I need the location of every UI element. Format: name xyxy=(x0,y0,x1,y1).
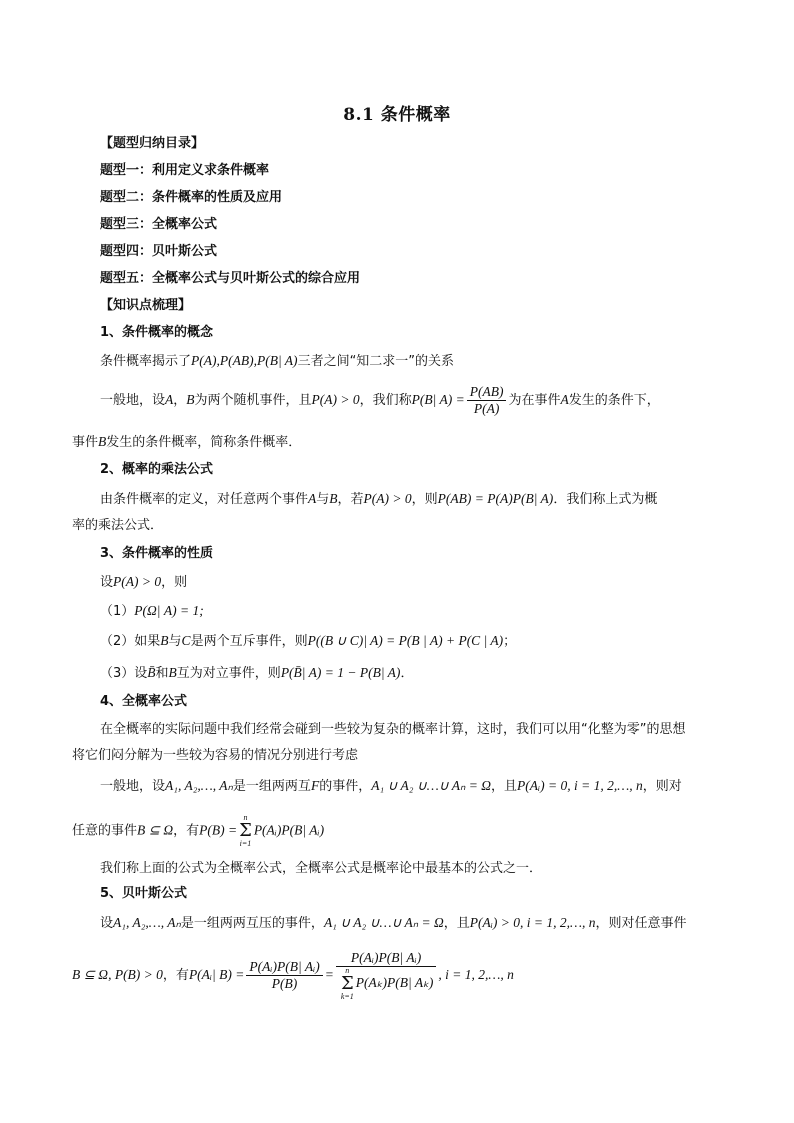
list-number: （3）设 xyxy=(100,666,148,681)
text: 是两个互斥事件，则 xyxy=(190,634,308,649)
section-3-item-3 xyxy=(100,664,413,683)
math-expression: P(Aᵢ) = 0, i = 1, 2,…, n xyxy=(517,778,643,793)
math-expression: A₁ ∪ A₂ ∪…∪ Aₙ = Ω xyxy=(323,915,444,930)
math-var: A xyxy=(165,392,174,408)
math-var: F xyxy=(310,778,320,793)
section-4-para-4 xyxy=(72,814,324,848)
text: ，若 xyxy=(337,492,364,507)
type-item-2: 题型二：条件概率的性质及应用 xyxy=(100,190,283,205)
math-var: B xyxy=(98,434,107,449)
section-4-para-5: 我们称上面的公式为全概率公式，全概率公式是概率论中最基本的公式之一． xyxy=(100,861,543,876)
catalog-heading: 【题型归纳目录】 xyxy=(100,136,205,151)
math-var: C xyxy=(181,633,191,648)
text: 事件 xyxy=(72,435,99,450)
text: ，则 xyxy=(161,575,188,590)
multiplication-formula: P(AB) = P(A)P(B| A) xyxy=(437,491,554,506)
section-3-item-2 xyxy=(100,632,516,651)
numerator: P(AB) xyxy=(467,384,507,401)
math-expression: P(Ω| A) = 1; xyxy=(134,603,204,618)
section-1-heading: 1、条件概率的概念 xyxy=(100,325,214,340)
math-expression: , i = 1, 2,…, n xyxy=(438,967,514,983)
text: 与 xyxy=(316,492,330,507)
math-expression: B ⊆ Ω, P(B) > 0 xyxy=(72,967,163,983)
numerator: P(Aᵢ)P(B| Aᵢ) xyxy=(246,959,322,976)
math-expression: P((B ∪ C)| A) = P(B | A) + P(C | A) xyxy=(307,633,504,648)
type-item-5: 题型五：全概率公式与贝叶斯公式的综合应用 xyxy=(100,271,361,286)
section-4-para-1: 在全概率的实际问题中我们经常会碰到一些较为复杂的概率计算，这时，我们可以用“化整为零”的思想 xyxy=(100,722,686,737)
text: 的事件， xyxy=(319,779,372,794)
math-expression: P(A) > 0 xyxy=(113,574,162,589)
equals-sign: = xyxy=(324,967,334,983)
text: 设 xyxy=(100,575,114,590)
page-title: 8.1 条件概率 xyxy=(343,105,451,125)
math-var: A xyxy=(560,392,569,408)
section-5-heading: 5、贝叶斯公式 xyxy=(100,886,188,901)
math-var: B xyxy=(329,491,338,506)
bayes-fraction-2 xyxy=(336,950,437,1001)
denominator-text: P(Aₖ)P(B| Aₖ) xyxy=(355,975,434,991)
math-expression: A₁ ∪ A₂ ∪…∪ Aₙ = Ω xyxy=(371,778,491,793)
math-expression: P(A) > 0 xyxy=(311,392,360,408)
text: 任意的事件 xyxy=(72,823,138,839)
text: 为两个随机事件，且 xyxy=(194,393,312,409)
text: ，有 xyxy=(162,968,189,984)
conditional-probability-fraction xyxy=(467,384,507,417)
section-5-para-2 xyxy=(72,950,514,1001)
text: 由条件概率的定义，对任意两个事件 xyxy=(100,492,309,507)
math-var: A xyxy=(308,491,317,506)
math-var: B xyxy=(160,633,169,648)
sum-upper: n xyxy=(243,813,248,822)
denominator xyxy=(336,967,437,1001)
section-2-heading: 2、概率的乘法公式 xyxy=(100,462,214,477)
math-expression: P(Aᵢ)P(B| Aᵢ) xyxy=(253,822,325,838)
summation-symbol xyxy=(239,814,252,848)
text: 互为对立事件，则 xyxy=(176,666,281,681)
text: ， xyxy=(173,393,187,409)
text: 是一组两两互 xyxy=(232,779,311,794)
section-4-para-2: 将它们闷分解为一些较为容易的情况分别进行考虑 xyxy=(72,748,359,763)
knowledge-heading: 【知识点梳理】 xyxy=(100,298,192,313)
text: ，则对 xyxy=(642,779,682,794)
text: ，且 xyxy=(443,916,470,931)
math-var: B xyxy=(186,392,195,408)
text: 和 xyxy=(155,666,169,681)
sum-lower: i=1 xyxy=(239,839,252,848)
math-expression: P(Aᵢ| B) = xyxy=(188,967,245,983)
text: 条件概率揭示了 xyxy=(100,354,192,369)
section-4-heading: 4、全概率公式 xyxy=(100,694,188,709)
text: 为在事件 xyxy=(508,393,561,409)
text: 一般地，设 xyxy=(100,393,166,409)
section-1-para-2 xyxy=(100,384,660,417)
list-number: （2）如果 xyxy=(100,634,161,649)
sum-upper: n xyxy=(345,966,350,976)
text: 发生的条件概率，简称条件概率． xyxy=(106,435,302,450)
math-expression: P(Aᵢ) > 0, i = 1, 2,…, n xyxy=(469,915,596,930)
summation-symbol xyxy=(341,967,354,1001)
math-expression: P(B| A) = xyxy=(411,392,465,408)
text: 发生的条件下， xyxy=(568,393,660,409)
text: ． xyxy=(400,666,414,681)
text: ，则 xyxy=(411,492,438,507)
section-1-para-1 xyxy=(100,352,454,371)
denominator: P(A) xyxy=(473,401,500,417)
math-expression: P(A),P(AB),P(B| A) xyxy=(191,353,298,368)
sigma-icon: Σ xyxy=(340,973,354,995)
text: ，有 xyxy=(173,823,200,839)
math-expression: A₁, A₂,…, Aₙ xyxy=(165,778,233,793)
text: ．我们称上式为概 xyxy=(553,492,658,507)
text: 是一组两两互压的事件， xyxy=(180,916,324,931)
math-expression: P(B̄| A) = 1 − P(B| A) xyxy=(280,665,401,680)
section-5-para-1 xyxy=(100,914,686,933)
section-4-para-3 xyxy=(100,777,682,796)
math-var: B xyxy=(168,665,177,680)
section-1-para-3 xyxy=(72,433,301,452)
text: 一般地，设 xyxy=(100,779,166,794)
sum-lower: k=1 xyxy=(340,992,354,1002)
section-3-item-1 xyxy=(100,602,204,621)
bayes-fraction-1 xyxy=(246,959,322,992)
sigma-icon: Σ xyxy=(239,820,252,841)
numerator: P(Aᵢ)P(B| Aᵢ) xyxy=(336,950,437,967)
section-2-para-2: 率的乘法公式． xyxy=(72,518,164,533)
section-2-para-1 xyxy=(100,490,657,509)
section-3-para-0 xyxy=(100,573,187,592)
math-expression: P(B) = xyxy=(199,822,238,838)
type-item-3: 题型三：全概率公式 xyxy=(100,217,218,232)
text: 设 xyxy=(100,916,114,931)
math-expression: P(A) > 0 xyxy=(363,491,412,506)
section-3-heading: 3、条件概率的性质 xyxy=(100,546,214,561)
text: ，我们称 xyxy=(359,393,412,409)
type-item-4: 题型四：贝叶斯公式 xyxy=(100,244,218,259)
text: 与 xyxy=(168,634,182,649)
text: ，则对任意事件 xyxy=(595,916,687,931)
math-expression: A₁, A₂,…, Aₙ xyxy=(113,915,181,930)
math-var: B̄ xyxy=(147,665,156,680)
math-expression: B ⊆ Ω xyxy=(137,822,174,838)
text: ，且 xyxy=(491,779,518,794)
list-number: （1） xyxy=(100,604,135,619)
denominator: P(B) xyxy=(271,976,298,992)
text: 三者之间“知二求一”的关系 xyxy=(297,354,455,369)
type-item-1: 题型一：利用定义求条件概率 xyxy=(100,163,270,178)
text: ； xyxy=(503,634,517,649)
